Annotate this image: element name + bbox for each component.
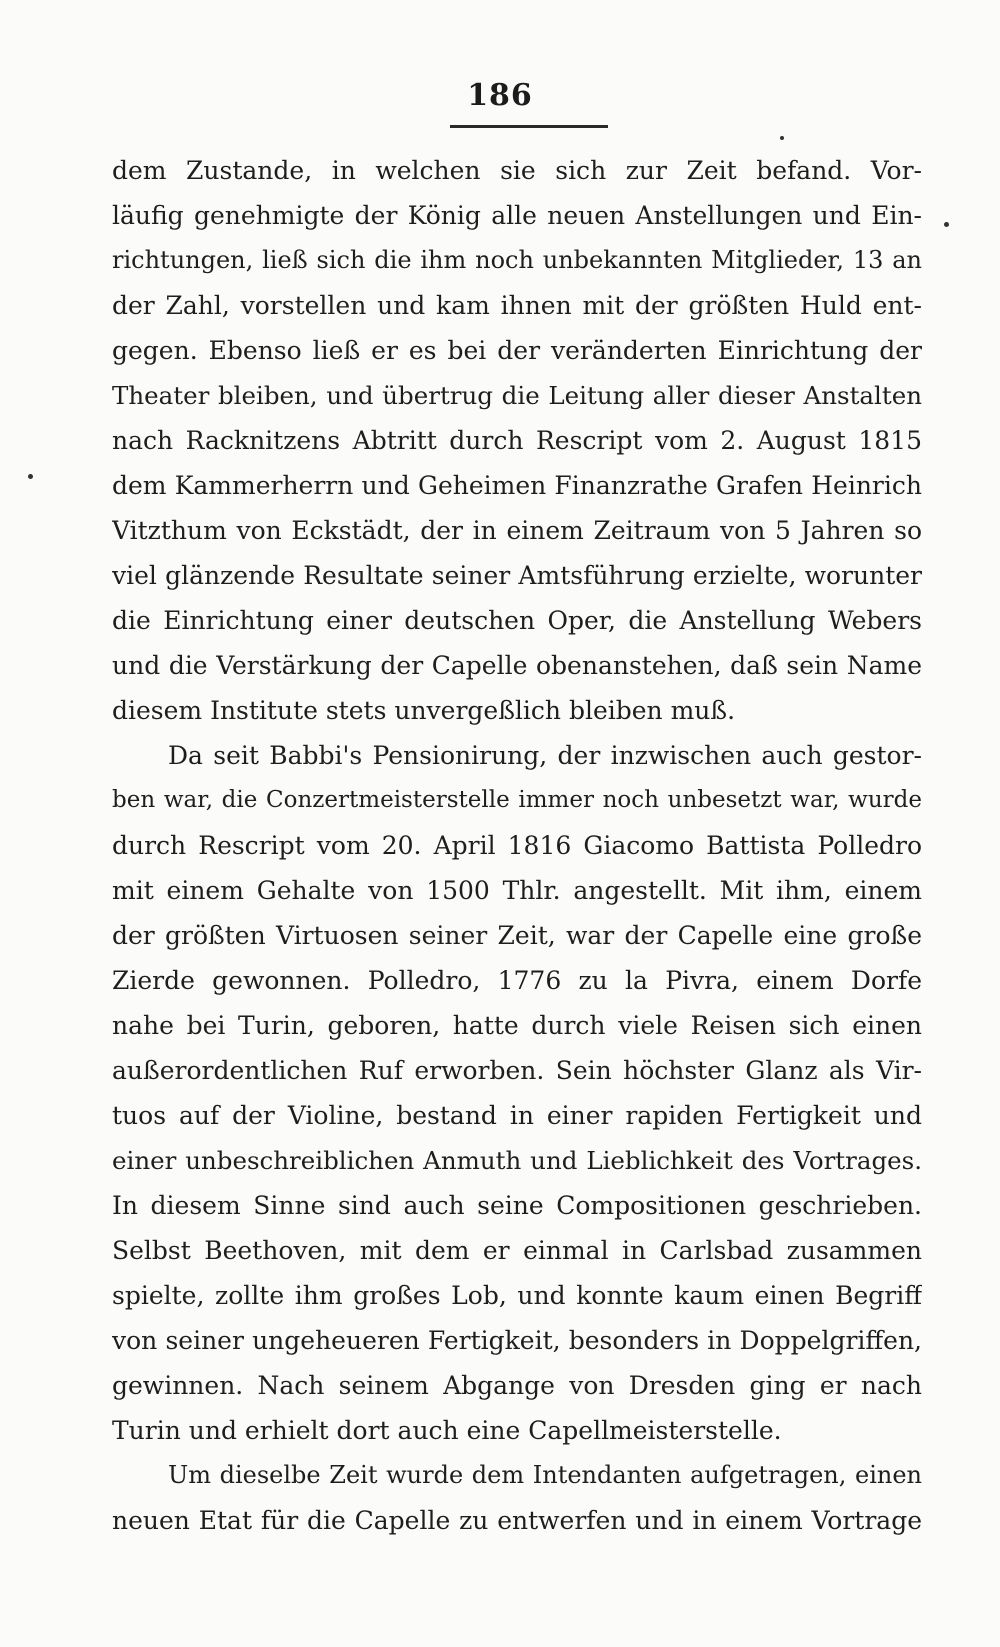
text-line: Turin und erhielt dort auch eine Capellmeisterstelle.	[112, 1416, 782, 1445]
text-line: der Zahl, vorstellen und kam ihnen mit der größten Huld ent-	[112, 291, 922, 320]
text-line: viel glänzende Resultate seiner Amtsführung erzielte, worunter	[112, 561, 922, 590]
text-line: von seiner ungeheueren Fertigkeit, besonders in Doppelgriffen,	[112, 1326, 922, 1355]
text-line: tuos auf der Violine, bestand in einer rapiden Fertigkeit und	[112, 1101, 922, 1130]
text-line: läufig genehmigte der König alle neuen Anstellungen und Ein-	[112, 201, 922, 230]
text-line: ben war, die Conzertmeisterstelle immer noch unbesetzt war, wurde	[112, 787, 922, 813]
text-line: außerordentlichen Ruf erworben. Sein höchster Glanz als Vir-	[112, 1056, 922, 1085]
text-line: Zierde gewonnen. Polledro, 1776 zu la Pivra, einem Dorfe	[112, 966, 922, 995]
text-line: gewinnen. Nach seinem Abgange von Dresden ging er nach	[112, 1371, 922, 1400]
text-line: durch Rescript vom 20. April 1816 Giacomo Battista Polledro	[112, 831, 922, 860]
text-line: In diesem Sinne sind auch seine Compositionen geschrieben.	[112, 1191, 922, 1220]
scan-speck	[28, 474, 33, 479]
text-line: die Einrichtung einer deutschen Oper, die Anstellung Webers	[112, 606, 922, 635]
text-line: dem Zustande, in welchen sie sich zur Zeit befand. Vor-	[112, 156, 922, 185]
text-line: dem Kammerherrn und Geheimen Finanzrathe Grafen Heinrich	[112, 471, 922, 500]
text-line: Um dieselbe Zeit wurde dem Intendanten aufgetragen, einen	[168, 1461, 922, 1489]
text-line: Da seit Babbi's Pensionirung, der inzwischen auch gestor-	[168, 741, 922, 770]
text-line: neuen Etat für die Capelle zu entwerfen und in einem Vortrage	[112, 1506, 922, 1535]
text-line: richtungen, ließ sich die ihm noch unbekannten Mitglieder, 13 an	[112, 246, 922, 274]
text-line: mit einem Gehalte von 1500 Thlr. angestellt. Mit ihm, einem	[112, 876, 922, 905]
text-line: Selbst Beethoven, mit dem er einmal in Carlsbad zusammen	[112, 1236, 922, 1265]
text-line: diesem Institute stets unvergeßlich bleiben muß.	[112, 696, 736, 725]
page-number: 186	[467, 78, 533, 113]
scan-speck	[780, 136, 784, 140]
body-text	[112, 148, 922, 1543]
scan-speck	[944, 222, 949, 227]
text-line: nach Racknitzens Abtritt durch Rescript vom 2. August 1815	[112, 426, 922, 455]
text-line: Vitzthum von Eckstädt, der in einem Zeitraum von 5 Jahren so	[112, 516, 922, 545]
text-line: einer unbeschreiblichen Anmuth und Lieblichkeit des Vortrages.	[112, 1146, 922, 1175]
text-line: der größten Virtuosen seiner Zeit, war der Capelle eine große	[112, 921, 922, 950]
header-rule	[450, 125, 608, 128]
text-line: Theater bleiben, und übertrug die Leitung aller dieser Anstalten	[112, 381, 922, 410]
text-line: spielte, zollte ihm großes Lob, und konnte kaum einen Begriff	[112, 1281, 922, 1310]
text-line: nahe bei Turin, geboren, hatte durch viele Reisen sich einen	[112, 1011, 922, 1040]
text-line: gegen. Ebenso ließ er es bei der veränderten Einrichtung der	[112, 336, 922, 365]
text-line: und die Verstärkung der Capelle obenanstehen, daß sein Name	[112, 651, 922, 680]
